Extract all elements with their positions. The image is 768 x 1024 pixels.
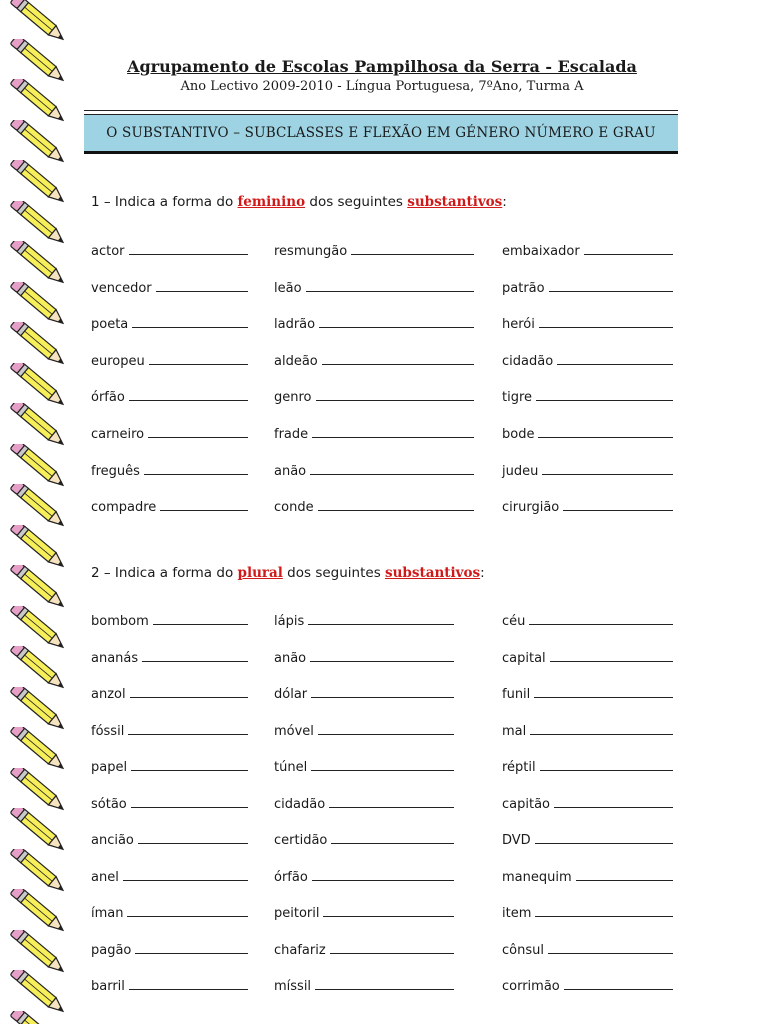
word-label: anão bbox=[274, 463, 307, 479]
word-label: túnel bbox=[274, 760, 308, 775]
pencil-icon bbox=[0, 322, 80, 366]
pencil-icon bbox=[0, 120, 80, 164]
answer-blank[interactable] bbox=[576, 868, 673, 881]
exercise-2-item bbox=[91, 758, 248, 776]
answer-blank[interactable] bbox=[539, 315, 673, 328]
exercise-2-item bbox=[91, 941, 248, 959]
word-label: réptil bbox=[502, 760, 536, 775]
pencil-icon bbox=[0, 201, 80, 245]
exercise-1-item bbox=[502, 279, 673, 297]
school-name: Agrupamento de Escolas Pampilhosa da Serra - Escalada bbox=[127, 57, 637, 76]
pencil-icon bbox=[0, 0, 80, 42]
document-title-text: O SUBSTANTIVO – SUBCLASSES E FLEXÃO EM GÉNERO NÚMERO E GRAU bbox=[106, 125, 656, 141]
answer-blank[interactable] bbox=[323, 904, 454, 917]
answer-blank[interactable] bbox=[535, 904, 673, 917]
word-label: leão bbox=[274, 280, 302, 296]
answer-blank[interactable] bbox=[130, 685, 248, 698]
word-label: ananás bbox=[91, 650, 139, 666]
instruction-middle: dos seguintes bbox=[305, 194, 408, 210]
pencil-icon bbox=[0, 930, 80, 974]
exercise-2-item bbox=[502, 649, 673, 667]
title-top-rule bbox=[84, 110, 678, 111]
answer-blank[interactable] bbox=[142, 649, 248, 662]
answer-blank[interactable] bbox=[529, 612, 673, 625]
exercise-1-item bbox=[91, 242, 248, 260]
word-label: tigre bbox=[502, 390, 533, 406]
exercise-2-item bbox=[91, 831, 248, 849]
exercise-1-item bbox=[502, 462, 673, 480]
exercise-1-item bbox=[502, 352, 673, 370]
word-label: capitão bbox=[502, 796, 550, 812]
answer-blank[interactable] bbox=[319, 315, 474, 328]
word-label: anzol bbox=[91, 687, 126, 702]
pencil-icon bbox=[0, 160, 80, 204]
exercise-1-item bbox=[91, 425, 248, 443]
word-label: vencedor bbox=[91, 280, 152, 296]
pencil-icon bbox=[0, 39, 80, 83]
answer-blank[interactable] bbox=[534, 685, 673, 698]
answer-blank[interactable] bbox=[318, 722, 454, 735]
exercise-2-item bbox=[91, 868, 248, 886]
answer-blank[interactable] bbox=[316, 388, 474, 401]
word-label: bombom bbox=[91, 614, 149, 629]
exercise-2-item bbox=[502, 612, 673, 630]
word-label: anão bbox=[274, 650, 307, 666]
answer-blank[interactable] bbox=[131, 758, 248, 771]
exercise-2-item bbox=[502, 904, 673, 922]
word-label: órfão bbox=[274, 869, 308, 885]
word-label: capital bbox=[502, 650, 546, 666]
answer-blank[interactable] bbox=[123, 868, 248, 881]
pencil-icon bbox=[0, 970, 80, 1014]
exercise-2-item bbox=[502, 941, 673, 959]
keyword-substantivos: substantivos bbox=[407, 194, 503, 210]
answer-blank[interactable] bbox=[310, 462, 474, 475]
word-label: mal bbox=[502, 723, 527, 739]
pencil-icon bbox=[0, 484, 80, 528]
answer-blank[interactable] bbox=[153, 612, 248, 625]
instruction-middle: dos seguintes bbox=[282, 565, 386, 581]
word-label: pagão bbox=[91, 942, 132, 958]
answer-blank[interactable] bbox=[144, 462, 248, 475]
word-label: ladrão bbox=[274, 317, 316, 333]
answer-blank[interactable] bbox=[135, 941, 248, 954]
answer-blank[interactable] bbox=[128, 722, 248, 735]
exercise-2-item bbox=[502, 685, 673, 703]
exercise-2-item bbox=[274, 758, 454, 776]
word-label: peitoril bbox=[274, 906, 320, 921]
answer-blank[interactable] bbox=[584, 242, 673, 255]
answer-blank[interactable] bbox=[563, 498, 673, 511]
instruction-suffix: : bbox=[502, 194, 507, 210]
answer-blank[interactable] bbox=[318, 498, 474, 511]
exercise-1-item bbox=[91, 462, 248, 480]
answer-blank[interactable] bbox=[311, 758, 454, 771]
exercise-1-item bbox=[274, 462, 474, 480]
exercise-1-item bbox=[91, 498, 248, 516]
exercise-1-item bbox=[502, 388, 673, 406]
word-label: funil bbox=[502, 687, 531, 702]
word-label: actor bbox=[91, 244, 125, 259]
word-label: herói bbox=[502, 317, 535, 333]
answer-blank[interactable] bbox=[322, 352, 474, 365]
word-label: DVD bbox=[502, 833, 531, 848]
exercise-2-item bbox=[91, 904, 248, 922]
exercise-2-item bbox=[274, 612, 454, 630]
answer-blank[interactable] bbox=[311, 685, 454, 698]
exercise-2-item bbox=[274, 941, 454, 959]
word-label: aldeão bbox=[274, 353, 318, 369]
instruction-suffix: : bbox=[480, 565, 485, 581]
answer-blank[interactable] bbox=[312, 868, 454, 881]
word-label: item bbox=[502, 906, 532, 921]
exercise-2-item bbox=[274, 649, 454, 667]
exercise-2-item bbox=[502, 868, 673, 886]
answer-blank[interactable] bbox=[148, 425, 248, 438]
answer-blank[interactable] bbox=[315, 977, 454, 990]
pencil-icon bbox=[0, 889, 80, 933]
exercise-2-item bbox=[502, 977, 673, 995]
word-label: fóssil bbox=[91, 723, 125, 739]
pencil-icon bbox=[0, 849, 80, 893]
keyword-substantivos: substantivos bbox=[385, 565, 481, 581]
exercise-1-item bbox=[91, 315, 248, 333]
answer-blank[interactable] bbox=[557, 352, 673, 365]
pencil-icon bbox=[0, 79, 80, 123]
word-label: bode bbox=[502, 427, 535, 442]
word-label: conde bbox=[274, 500, 314, 516]
answer-blank[interactable] bbox=[536, 388, 673, 401]
keyword-feminino: feminino bbox=[237, 194, 306, 210]
answer-blank[interactable] bbox=[542, 462, 673, 475]
school-year: Ano Lectivo 2009-2010 - Língua Portuguesa, 7ºAno, Turma A bbox=[180, 79, 584, 94]
word-label: manequim bbox=[502, 869, 572, 885]
answer-blank[interactable] bbox=[138, 831, 248, 844]
exercise-2-item bbox=[91, 722, 248, 740]
word-label: compadre bbox=[91, 500, 157, 516]
answer-blank[interactable] bbox=[312, 425, 474, 438]
document-title bbox=[84, 114, 678, 154]
answer-blank[interactable] bbox=[329, 795, 454, 808]
pencil-icon bbox=[0, 808, 80, 852]
word-label: íman bbox=[91, 906, 124, 921]
word-label: embaixador bbox=[502, 244, 580, 259]
exercise-2-item bbox=[91, 795, 248, 813]
answer-blank[interactable] bbox=[554, 795, 673, 808]
answer-blank[interactable] bbox=[549, 279, 673, 292]
word-label: europeu bbox=[91, 353, 145, 369]
exercise-2-item bbox=[502, 722, 673, 740]
word-label: genro bbox=[274, 390, 312, 406]
exercise-1-item bbox=[502, 425, 673, 443]
exercise-2-item bbox=[502, 758, 673, 776]
exercise-2-item bbox=[91, 649, 248, 667]
exercise-2-item bbox=[274, 977, 454, 995]
word-label: móvel bbox=[274, 723, 314, 739]
word-label: corrimão bbox=[502, 979, 560, 994]
instruction-prefix: 1 – Indica a forma do bbox=[91, 194, 238, 210]
answer-blank[interactable] bbox=[129, 977, 248, 990]
exercise-2-item bbox=[91, 612, 248, 630]
answer-blank[interactable] bbox=[308, 612, 454, 625]
word-label: cirurgião bbox=[502, 500, 560, 516]
exercise-1-item bbox=[502, 498, 673, 516]
exercise-1-item bbox=[274, 388, 474, 406]
exercise-1-item bbox=[274, 279, 474, 297]
exercise-1-item bbox=[502, 315, 673, 333]
pencil-icon bbox=[0, 565, 80, 609]
exercise-2-item bbox=[91, 685, 248, 703]
word-label: míssil bbox=[274, 979, 312, 994]
word-label: resmungão bbox=[274, 244, 348, 259]
pencil-icon bbox=[0, 444, 80, 488]
word-label: sótão bbox=[91, 796, 127, 812]
pencil-icon bbox=[0, 727, 80, 771]
answer-blank[interactable] bbox=[530, 722, 673, 735]
word-label: céu bbox=[502, 614, 526, 629]
exercise-1-item bbox=[274, 315, 474, 333]
answer-blank[interactable] bbox=[550, 649, 673, 662]
word-label: papel bbox=[91, 760, 128, 775]
exercise-2-item bbox=[274, 904, 454, 922]
word-label: dólar bbox=[274, 687, 308, 702]
pencil-icon bbox=[0, 282, 80, 326]
pencil-icon bbox=[0, 687, 80, 731]
word-label: cônsul bbox=[502, 942, 544, 958]
word-label: barril bbox=[91, 979, 125, 994]
word-label: cidadão bbox=[502, 353, 554, 369]
word-label: certidão bbox=[274, 833, 328, 848]
word-label: lápis bbox=[274, 614, 305, 629]
word-label: órfão bbox=[91, 390, 125, 406]
answer-blank[interactable] bbox=[132, 315, 248, 328]
exercise-1-item bbox=[274, 498, 474, 516]
exercise-2-instruction bbox=[91, 565, 485, 581]
word-label: frade bbox=[274, 427, 309, 442]
exercise-1-item bbox=[274, 242, 474, 260]
exercise-2-item bbox=[274, 722, 454, 740]
word-label: chafariz bbox=[274, 942, 326, 958]
exercise-1-item bbox=[274, 425, 474, 443]
pencil-border bbox=[0, 0, 80, 1024]
word-label: carneiro bbox=[91, 427, 145, 442]
pencil-icon bbox=[0, 606, 80, 650]
answer-blank[interactable] bbox=[330, 941, 454, 954]
exercise-1-item bbox=[91, 279, 248, 297]
word-label: judeu bbox=[502, 463, 539, 479]
pencil-icon bbox=[0, 1011, 80, 1024]
document-header bbox=[84, 56, 680, 96]
answer-blank[interactable] bbox=[149, 352, 248, 365]
answer-blank[interactable] bbox=[351, 242, 474, 255]
answer-blank[interactable] bbox=[131, 795, 248, 808]
word-label: cidadão bbox=[274, 796, 326, 812]
instruction-prefix: 2 – Indica a forma do bbox=[91, 565, 238, 581]
answer-blank[interactable] bbox=[156, 279, 248, 292]
answer-blank[interactable] bbox=[160, 498, 248, 511]
pencil-icon bbox=[0, 403, 80, 447]
exercise-2-item bbox=[502, 831, 673, 849]
answer-blank[interactable] bbox=[538, 425, 673, 438]
word-label: freguês bbox=[91, 463, 140, 479]
answer-blank[interactable] bbox=[540, 758, 673, 771]
answer-blank[interactable] bbox=[548, 941, 673, 954]
exercise-1-item bbox=[274, 352, 474, 370]
answer-blank[interactable] bbox=[331, 831, 454, 844]
answer-blank[interactable] bbox=[564, 977, 673, 990]
word-label: poeta bbox=[91, 317, 129, 333]
pencil-icon bbox=[0, 241, 80, 285]
exercise-2-item bbox=[274, 831, 454, 849]
pencil-icon bbox=[0, 525, 80, 569]
exercise-2-item bbox=[502, 795, 673, 813]
word-label: patrão bbox=[502, 280, 545, 296]
answer-blank[interactable] bbox=[129, 242, 248, 255]
exercise-1-instruction bbox=[91, 194, 507, 210]
pencil-icon bbox=[0, 363, 80, 407]
answer-blank[interactable] bbox=[535, 831, 673, 844]
exercise-2-item bbox=[274, 795, 454, 813]
exercise-2-item bbox=[274, 868, 454, 886]
word-label: anel bbox=[91, 869, 119, 885]
keyword-plural: plural bbox=[237, 565, 283, 581]
word-label: ancião bbox=[91, 833, 134, 848]
answer-blank[interactable] bbox=[127, 904, 248, 917]
answer-blank[interactable] bbox=[310, 649, 454, 662]
exercise-1-item bbox=[91, 388, 248, 406]
exercise-2-item bbox=[274, 685, 454, 703]
exercise-2-item bbox=[91, 977, 248, 995]
exercise-1-item bbox=[502, 242, 673, 260]
answer-blank[interactable] bbox=[129, 388, 248, 401]
answer-blank[interactable] bbox=[306, 279, 474, 292]
pencil-icon bbox=[0, 646, 80, 690]
pencil-icon bbox=[0, 768, 80, 812]
exercise-1-item bbox=[91, 352, 248, 370]
